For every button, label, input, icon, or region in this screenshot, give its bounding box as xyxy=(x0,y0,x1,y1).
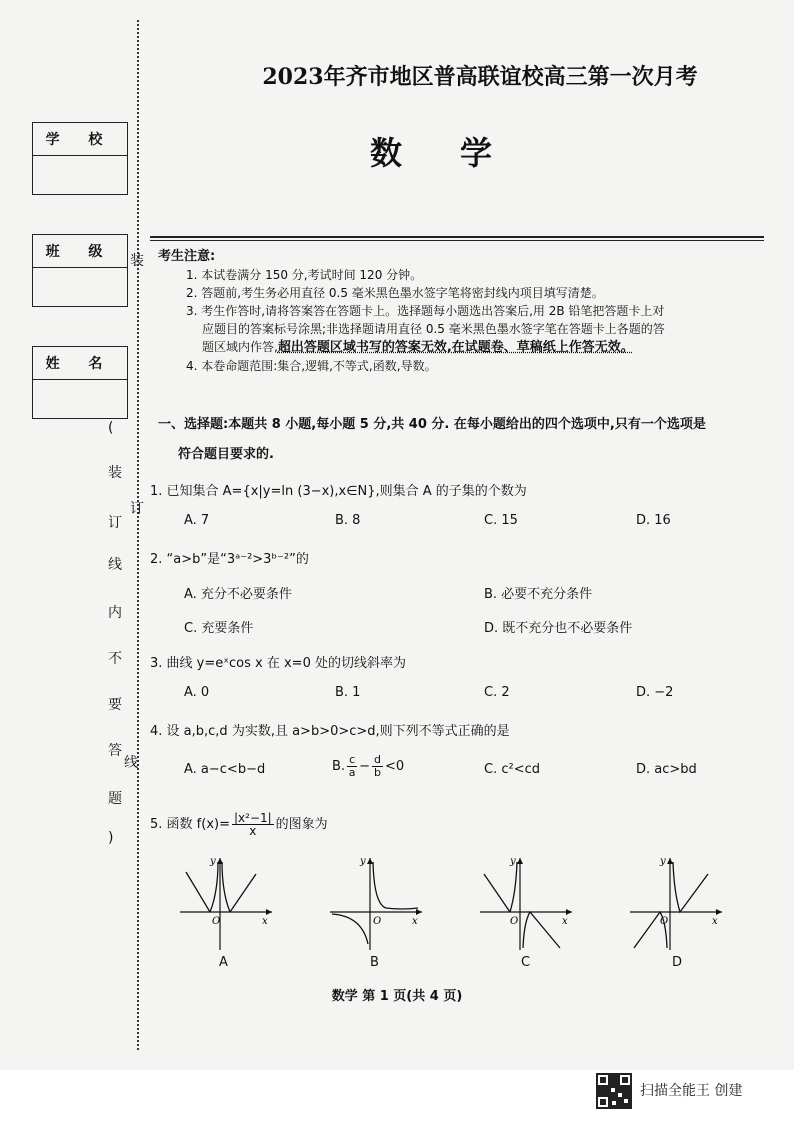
header-rule xyxy=(150,236,764,238)
x-axis-label: x xyxy=(262,916,268,927)
graph-a[interactable] xyxy=(176,852,276,952)
section-heading xyxy=(158,410,768,470)
warning-char: 订 xyxy=(108,515,122,531)
notice-item: 1. 本试卷满分 150 分,考试时间 120 分钟。 xyxy=(186,268,423,282)
fraction xyxy=(232,812,274,837)
minus-sign: − xyxy=(359,759,371,774)
q2-option-b[interactable]: B. 必要不充分条件 xyxy=(484,587,593,602)
fraction xyxy=(372,754,383,779)
header-rule-thin xyxy=(150,240,764,241)
origin-label: O xyxy=(660,916,669,927)
q3-option-a[interactable]: A. 0 xyxy=(184,685,210,700)
question-2-stem: 2. “a>b”是“3ᵃ⁻²>3ᵇ⁻²”的 xyxy=(150,552,309,567)
q3-option-c[interactable]: C. 2 xyxy=(484,685,510,700)
q2-option-d[interactable]: D. 既不充分也不必要条件 xyxy=(484,621,633,636)
graph-d[interactable] xyxy=(626,852,726,952)
q4-option-a[interactable]: A. a−c<b−d xyxy=(184,762,266,777)
class-label: 班 级 xyxy=(33,235,127,268)
q3-option-b[interactable]: B. 1 xyxy=(335,685,361,700)
warning-char: 线 xyxy=(108,557,122,573)
class-input[interactable] xyxy=(33,268,127,306)
graph-b[interactable] xyxy=(326,852,426,952)
notice-item: 应题目的答案标号涂黑;非选择题请用直径 0.5 毫米黑色墨水签字笔在答题卡上各题的答 xyxy=(202,322,665,336)
scanner-watermark: 扫描全能王 创建 xyxy=(640,1083,743,1099)
x-axis-label: x xyxy=(412,916,418,927)
q1-option-a[interactable]: A. 7 xyxy=(184,513,210,528)
section-line: 符合题目要求的. xyxy=(178,447,274,462)
q1-option-b[interactable]: B. 8 xyxy=(335,513,361,528)
graph-c-label: C xyxy=(521,955,531,970)
fraction-den: a xyxy=(348,766,356,779)
warning-char: ) xyxy=(108,830,114,846)
q5-stem-pre: 5. 函数 f(x)= xyxy=(150,817,230,832)
binding-char: 线 xyxy=(124,755,138,771)
graph-b-label: B xyxy=(370,955,379,970)
origin-label: O xyxy=(510,916,519,927)
question-1-stem: 1. 已知集合 A={x|y=ln (3−x),x∈N},则集合 A 的子集的个数为 xyxy=(150,484,527,499)
q4-b-prefix: B. xyxy=(332,759,346,774)
q1-option-d[interactable]: D. 16 xyxy=(636,513,671,528)
q4-b-suffix: <0 xyxy=(385,759,405,774)
binding-char: 订 xyxy=(130,501,144,517)
q4-option-b[interactable] xyxy=(332,754,404,779)
graph-d-label: D xyxy=(672,955,683,970)
notice-item-line xyxy=(158,338,768,357)
qr-code-icon xyxy=(596,1073,632,1109)
warning-char: 内 xyxy=(108,605,122,621)
notice-item: 4. 本卷命题范围:集合,逻辑,不等式,函数,导数。 xyxy=(186,359,437,373)
x-axis-label: x xyxy=(562,916,568,927)
notice-item: 2. 答题前,考生务必用直径 0.5 毫米黑色墨水签字笔将密封线内项目填写清楚。 xyxy=(186,286,604,300)
y-axis-label: y xyxy=(660,856,666,867)
notice-heading: 考生注意: xyxy=(158,249,216,264)
origin-label: O xyxy=(212,916,221,927)
origin-label: O xyxy=(373,916,382,927)
question-3-stem: 3. 曲线 y=eˣcos x 在 x=0 处的切线斜率为 xyxy=(150,656,406,671)
subject-title: 数学 xyxy=(370,134,551,172)
question-4-stem: 4. 设 a,b,c,d 为实数,且 a>b>0>c>d,则下列不等式正确的是 xyxy=(150,724,510,739)
q3-option-d[interactable]: D. −2 xyxy=(636,685,674,700)
graph-a-label: A xyxy=(219,955,228,970)
q1-option-c[interactable]: C. 15 xyxy=(484,513,518,528)
warning-char: 不 xyxy=(108,651,122,667)
school-input[interactable] xyxy=(33,156,127,194)
fraction-num: d xyxy=(374,753,382,766)
y-axis-label: y xyxy=(210,856,216,867)
y-axis-label: y xyxy=(360,856,366,867)
graph-c[interactable] xyxy=(476,852,576,952)
q5-stem-post: 的图象为 xyxy=(275,817,328,832)
class-field xyxy=(32,234,128,307)
fraction-den: x xyxy=(249,824,257,838)
x-axis-label: x xyxy=(712,916,718,927)
q4-option-d[interactable]: D. ac>bd xyxy=(636,762,697,777)
binding-char: 装 xyxy=(130,253,144,269)
fraction-den: b xyxy=(374,766,382,779)
question-5-stem xyxy=(150,812,328,837)
y-axis-label: y xyxy=(510,856,516,867)
q4-option-c[interactable]: C. c²<cd xyxy=(484,762,540,777)
school-field xyxy=(32,122,128,195)
section-line: 一、选择题:本题共 8 小题,每小题 5 分,共 40 分. 在每小题给出的四个选项中,只有一个选项是 xyxy=(158,417,706,432)
name-label: 姓 名 xyxy=(33,347,127,380)
warning-char: 答 xyxy=(108,743,122,759)
exam-title: 2023年齐市地区普高联谊校高三第一次月考 xyxy=(262,64,698,90)
name-field xyxy=(32,346,128,419)
notice-item: 3. 考生作答时,请将答案答在答题卡上。选择题每小题选出答案后,用 2B 铅笔把答题卡上对 xyxy=(186,304,665,318)
page-footer: 数学 第 1 页(共 4 页) xyxy=(331,989,463,1004)
warning-char: 要 xyxy=(108,697,122,713)
notice-text: 题区域内作答, xyxy=(202,340,278,354)
q2-option-a[interactable]: A. 充分不必要条件 xyxy=(184,587,292,602)
fraction xyxy=(347,754,357,779)
warning-char: 题 xyxy=(108,791,122,807)
warning-char: ( xyxy=(108,420,114,436)
school-label: 学 校 xyxy=(33,123,127,156)
q2-option-c[interactable]: C. 充要条件 xyxy=(184,621,254,636)
name-input[interactable] xyxy=(33,380,127,418)
notice-block xyxy=(158,248,768,375)
notice-emphasis: 超出答题区域书写的答案无效,在试题卷、草稿纸上作答无效。 xyxy=(277,340,634,355)
fraction-num: c xyxy=(349,753,356,766)
binding-line xyxy=(137,20,139,1050)
fraction-num: |x²−1| xyxy=(233,811,272,825)
warning-char: 装 xyxy=(108,465,122,481)
